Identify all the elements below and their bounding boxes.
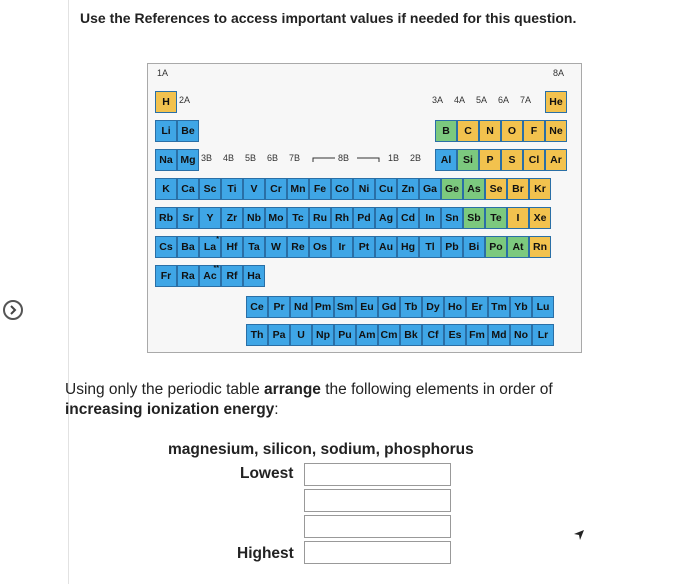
element-cell: Ag <box>375 207 397 229</box>
prompt-text: Using only the periodic table <box>65 381 260 398</box>
element-cell: Am <box>356 324 378 346</box>
element-cell: Pt <box>353 236 375 258</box>
element-cell: Ha <box>243 265 265 287</box>
element-cell: Md <box>488 324 510 346</box>
element-cell: Ba <box>177 236 199 258</box>
element-cell: Tc <box>287 207 309 229</box>
elements-list: magnesium, silicon, sodium, phosphorus <box>168 441 474 458</box>
element-cell: Sm <box>334 296 356 318</box>
highest-label: Highest <box>237 545 294 562</box>
group-label: 7B <box>289 153 301 163</box>
element-cell: P <box>479 149 501 171</box>
element-cell: Er <box>466 296 488 318</box>
element-cell: Pd <box>353 207 375 229</box>
element-cell: Be <box>177 120 199 142</box>
element-cell: K <box>155 178 177 200</box>
element-cell: Yb <box>510 296 532 318</box>
element-cell: As <box>463 178 485 200</box>
element-cell: Lr <box>532 324 554 346</box>
footnote-marker: * <box>216 236 219 243</box>
element-cell: Eu <box>356 296 378 318</box>
instruction-text: Use the References to access important values if needed for this question. <box>80 10 577 26</box>
element-cell: Cf <box>422 324 444 346</box>
group-label: 6B <box>267 153 279 163</box>
element-cell: Sb <box>463 207 485 229</box>
element-cell: Bk <box>400 324 422 346</box>
element-cell: Kr <box>529 178 551 200</box>
element-cell: No <box>510 324 532 346</box>
element-cell: Rf <box>221 265 243 287</box>
element-cell: Br <box>507 178 529 200</box>
element-cell: Gd <box>378 296 400 318</box>
group-label: 1A <box>157 68 169 78</box>
group-label: 8A <box>553 68 565 78</box>
element-cell: Nb <box>243 207 265 229</box>
prompt-emphasis: arrange <box>264 381 321 398</box>
element-cell: Ca <box>177 178 199 200</box>
answer-slot-1[interactable] <box>304 463 451 486</box>
element-cell: N <box>479 120 501 142</box>
group-label: 4B <box>223 153 235 163</box>
element-cell: Hf <box>221 236 243 258</box>
answer-slot-4[interactable] <box>304 541 451 564</box>
element-cell: Re <box>287 236 309 258</box>
element-cell: Ra <box>177 265 199 287</box>
element-cell: Ho <box>444 296 466 318</box>
element-cell: Ti <box>221 178 243 200</box>
element-cell: Np <box>312 324 334 346</box>
mouse-cursor-icon <box>570 528 586 544</box>
element-cell: Tl <box>419 236 441 258</box>
element-cell: Sc <box>199 178 221 200</box>
element-cell: Li <box>155 120 177 142</box>
group-label: 3B <box>201 153 213 163</box>
element-cell: Pu <box>334 324 356 346</box>
prompt-emphasis: increasing ionization energy <box>65 401 275 418</box>
element-cell: Nd <box>290 296 312 318</box>
group-label: 1B <box>388 153 400 163</box>
element-cell: B <box>435 120 457 142</box>
element-cell: Ne <box>545 120 567 142</box>
element-cell: Rb <box>155 207 177 229</box>
element-cell: I <box>507 207 529 229</box>
element-cell: Fm <box>466 324 488 346</box>
element-cell: Cs <box>155 236 177 258</box>
element-cell: Si <box>457 149 479 171</box>
element-cell: Pm <box>312 296 334 318</box>
element-cell: At <box>507 236 529 258</box>
element-cell: Bi <box>463 236 485 258</box>
element-cell: W <box>265 236 287 258</box>
expand-nav-button[interactable] <box>3 300 23 320</box>
element-cell: Mo <box>265 207 287 229</box>
element-cell: Pa <box>268 324 290 346</box>
element-cell: Ni <box>353 178 375 200</box>
element-cell: La * <box>199 236 221 258</box>
periodic-table <box>147 63 582 353</box>
element-cell: Es <box>444 324 466 346</box>
element-cell: C <box>457 120 479 142</box>
prompt-text: the following elements in order of <box>325 381 553 398</box>
lowest-label: Lowest <box>240 465 294 482</box>
element-cell: Tb <box>400 296 422 318</box>
element-cell: Au <box>375 236 397 258</box>
prompt-text: : <box>274 401 279 418</box>
element-cell: Cd <box>397 207 419 229</box>
group-label: 4A <box>454 95 466 105</box>
element-cell: Al <box>435 149 457 171</box>
element-cell: Ac ** <box>199 265 221 287</box>
group-label: 8B <box>338 153 350 163</box>
group-label: 5A <box>476 95 488 105</box>
answer-slot-2[interactable] <box>304 489 451 512</box>
element-cell: Xe <box>529 207 551 229</box>
element-cell: Dy <box>422 296 444 318</box>
element-cell: Te <box>485 207 507 229</box>
element-cell: Rn <box>529 236 551 258</box>
element-cell: Co <box>331 178 353 200</box>
group-label: 6A <box>498 95 510 105</box>
group-label: 7A <box>520 95 532 105</box>
footnote-marker: ** <box>213 265 219 272</box>
element-cell: Y <box>199 207 221 229</box>
element-cell: H <box>155 91 177 113</box>
element-cell: Mg <box>177 149 199 171</box>
element-cell: Th <box>246 324 268 346</box>
left-rail <box>0 0 68 584</box>
element-cell: He <box>545 91 567 113</box>
element-cell: Lu <box>532 296 554 318</box>
element-cell: Ge <box>441 178 463 200</box>
element-cell: Mn <box>287 178 309 200</box>
element-cell: Ru <box>309 207 331 229</box>
element-cell: Fr <box>155 265 177 287</box>
element-cell: Tm <box>488 296 510 318</box>
group-label: 3A <box>432 95 444 105</box>
element-cell: V <box>243 178 265 200</box>
element-cell: Ar <box>545 149 567 171</box>
element-cell: Ga <box>419 178 441 200</box>
group-label: 5B <box>245 153 257 163</box>
element-cell: Cl <box>523 149 545 171</box>
element-cell: Cr <box>265 178 287 200</box>
element-cell: Sn <box>441 207 463 229</box>
answer-slot-3[interactable] <box>304 515 451 538</box>
group-label: 2B <box>410 153 422 163</box>
element-cell: Pb <box>441 236 463 258</box>
chevron-right-icon <box>8 305 18 315</box>
element-cell: Os <box>309 236 331 258</box>
element-cell: Zr <box>221 207 243 229</box>
element-cell: Cm <box>378 324 400 346</box>
element-cell: O <box>501 120 523 142</box>
element-cell: Ce <box>246 296 268 318</box>
element-cell: Cu <box>375 178 397 200</box>
element-cell: S <box>501 149 523 171</box>
group-label: 2A <box>179 95 191 105</box>
element-cell: Fe <box>309 178 331 200</box>
element-cell: Sr <box>177 207 199 229</box>
question-prompt <box>65 380 625 420</box>
group-8b-bracket <box>311 153 381 163</box>
element-cell: Rh <box>331 207 353 229</box>
element-cell: Hg <box>397 236 419 258</box>
element-cell: In <box>419 207 441 229</box>
right-rail <box>632 0 700 584</box>
element-cell: Na <box>155 149 177 171</box>
element-cell: Po <box>485 236 507 258</box>
element-cell: Pr <box>268 296 290 318</box>
element-cell: Ta <box>243 236 265 258</box>
element-cell: F <box>523 120 545 142</box>
element-cell: Zn <box>397 178 419 200</box>
element-cell: Ir <box>331 236 353 258</box>
element-cell: U <box>290 324 312 346</box>
element-cell: Se <box>485 178 507 200</box>
